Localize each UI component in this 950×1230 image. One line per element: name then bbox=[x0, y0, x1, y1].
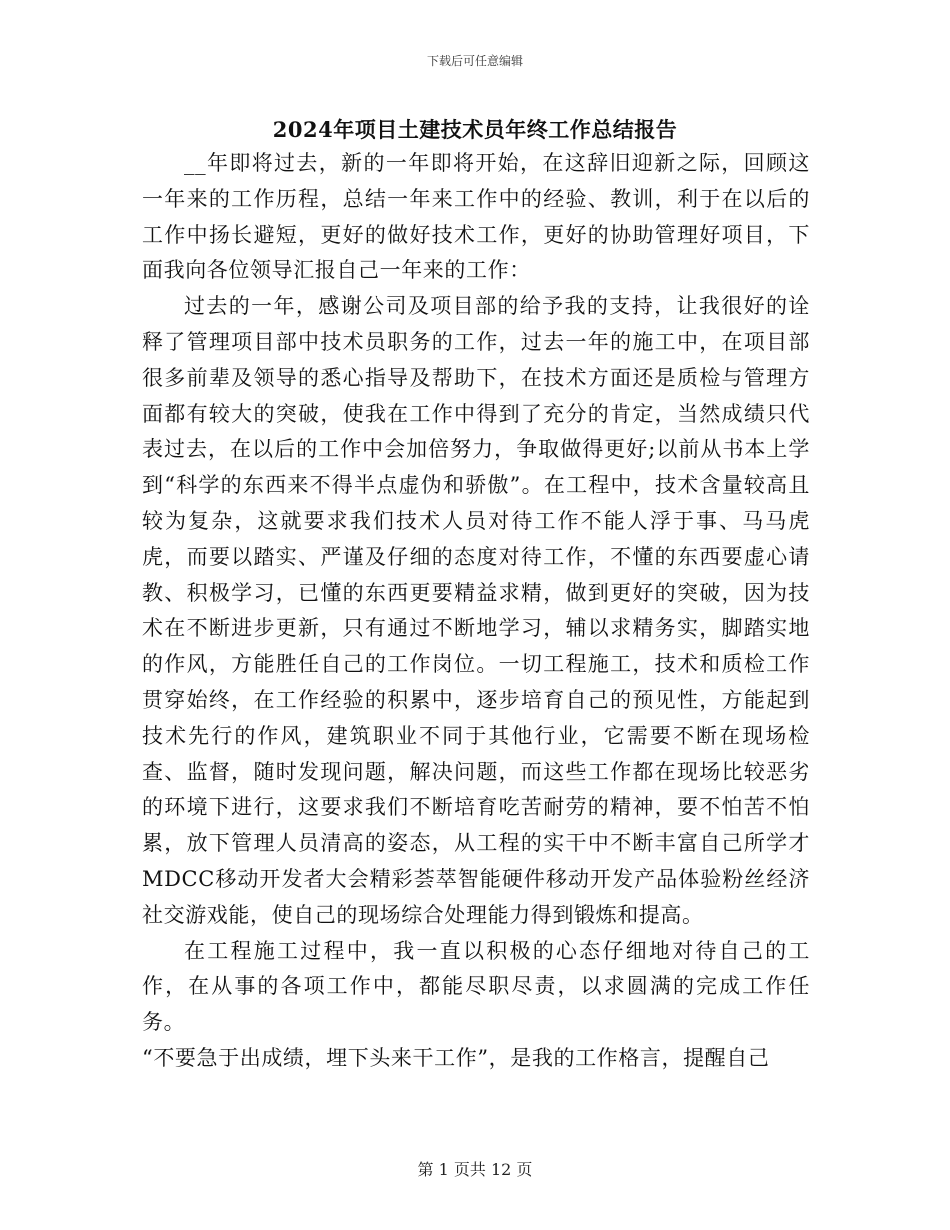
document-title: 2024年项目土建技术员年终工作总结报告 bbox=[272, 117, 678, 142]
page-number: 第 1 页共 12 页 bbox=[417, 1160, 533, 1179]
paragraph-work-review: 过去的一年，感谢公司及项目部的给予我的支持，让我很好的诠释了管理项目部中技术员职务的工作，过去一年的施工中，在项目部很多前辈及领导的悉心指导及帮助下，在技术方面还是质检与管理方面都有较大的突破，使我在工作中得到了充分的肯定，当然成绩只代表过去，在以后的工作中会加倍努力，争取做得更好;以前从书本上学到“科学的东西来不得半点虚伪和骄傲”。在工程中，技术含量较高且较为复杂，这就要求我们技术人员对待工作不能人浮于事、马马虎虎，而要以踏实、严谨及仔细的态度对待工作，不懂的东西要虚心请教、积极学习，已懂的东西更要精益求精，做到更好的突破，因为技术在不断进步更新，只有通过不断地学习，辅以求精务实，脚踏实地的作风，方能胜任自己的工作岗位。一切工程施工，技术和质检工作贯穿始终，在工作经验的积累中，逐步培育自己的预见性，方能起到技术先行的作风，建筑职业不同于其他行业，它需要不断在现场检查、监督，随时发现问题，解决问题，而这些工作都在现场比较恶劣的环境下进行，这要求我们不断培育吃苦耐劳的精神，要不怕苦不怕累，放下管理人员清高的姿态，从工程的实干中不断丰富自己所学才MDCC移动开发者大会精彩荟萃智能硬件移动开发产品体验粉丝经济社交游戏能，使自己的现场综合处理能力得到锻炼和提高。 bbox=[142, 294, 810, 927]
paragraph-intro: __年即将过去，新的一年即将开始，在这辞旧迎新之际，回顾这一年来的工作历程，总结一年来工作中的经验、教训，利于在以后的工作中扬长避短，更好的做好技术工作，更好的协助管理好项目，下面我向各位领导汇报自己一年来的工作： bbox=[142, 151, 810, 283]
page-header-note: 下载后可任意编辑 bbox=[426, 54, 523, 68]
paragraph-motto: “不要急于出成绩，埋下头来干工作”，是我的工作格言，提醒自己 bbox=[142, 1045, 770, 1070]
paragraph-attitude: 在工程施工过程中，我一直以积极的心态仔细地对待自己的工作，在从事的各项工作中，都能尽职尽责，以求圆满的完成工作任务。 bbox=[142, 938, 810, 1035]
document-body bbox=[142, 146, 810, 1077]
